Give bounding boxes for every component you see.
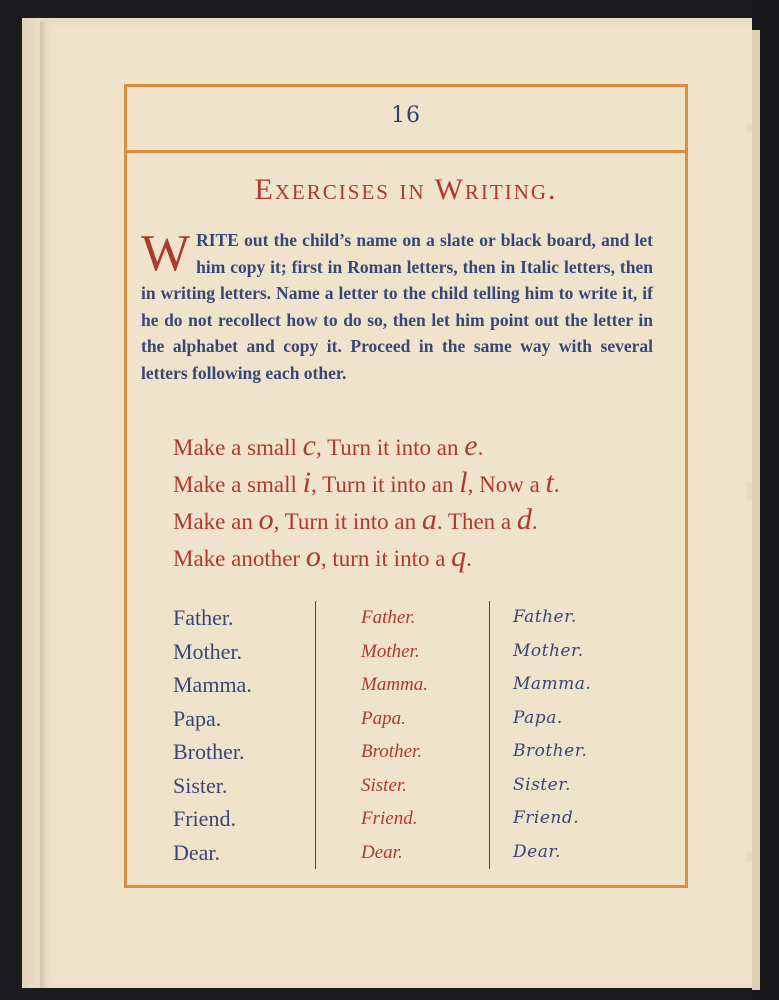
exercise-line: [173, 464, 673, 501]
script-letters-column: [513, 601, 663, 869]
roman-word: Brother.: [173, 739, 245, 764]
script-word: Papa.: [513, 707, 563, 728]
exercise-letter: t: [545, 466, 554, 499]
exercise-text: Make another: [173, 546, 306, 571]
italic-word: Dear.: [361, 841, 403, 863]
exercise-text: , Now a: [467, 472, 546, 497]
exercise-text: , Turn it into an: [315, 435, 465, 460]
exercise-letter: a: [421, 503, 437, 536]
exercise-text: , Turn it into an: [273, 509, 422, 534]
exercise-text: .: [466, 546, 472, 571]
exercise-letter: d: [516, 503, 532, 536]
script-word: Father.: [513, 607, 577, 627]
exercise-letter: o: [305, 540, 321, 573]
italic-word: Brother.: [361, 741, 423, 762]
column-divider: [489, 601, 490, 869]
exercise-text: , Turn it into an: [311, 472, 460, 497]
italic-word: Sister.: [361, 774, 407, 796]
binding-hole: [746, 852, 752, 862]
exercise-text: .: [553, 472, 560, 497]
italic-letters-column: [361, 601, 491, 869]
instruction-paragraph: [141, 227, 653, 386]
exercise-letter: q: [451, 540, 467, 573]
exercise-text: . Then a: [436, 509, 517, 534]
script-word: Brother.: [513, 741, 588, 761]
column-divider: [315, 601, 316, 869]
roman-letters-column: [173, 601, 303, 869]
header-rule: [127, 150, 685, 153]
drop-cap: W: [141, 225, 191, 282]
letter-exercises: [173, 427, 673, 575]
page-number: 16: [391, 103, 421, 128]
paragraph-text: RITE out the child’s name on a slate or black board, and let him copy it; first in Roman letters, then in Italic letters, then in writing letters. Name a letter to the child telling him to write it, if he do not recollect how to do so, then let him point out the letter in the alphabet and copy it. Proceed in the same way with several letters following each other.: [141, 230, 653, 383]
page-title: Exercises in Writing.: [254, 173, 558, 206]
script-word: Mother.: [513, 640, 584, 661]
exercise-letter: e: [464, 429, 478, 462]
roman-word: Father.: [173, 605, 234, 630]
exercise-text: Make a small: [173, 472, 303, 497]
exercise-text: Make an: [173, 509, 259, 534]
word-columns: [173, 601, 653, 871]
exercise-text: Make a small: [173, 435, 303, 460]
exercise-line: [173, 427, 673, 464]
binding-hole: [746, 482, 752, 500]
exercise-text: .: [477, 435, 484, 460]
roman-word: Mamma.: [173, 672, 252, 697]
exercise-letter: l: [459, 466, 468, 499]
roman-word: Dear.: [173, 839, 221, 865]
exercise-line: [173, 501, 673, 538]
script-word: Friend.: [513, 808, 580, 828]
italic-word: Papa.: [361, 707, 406, 729]
italic-word: Mamma.: [361, 674, 429, 695]
exercise-letter: o: [258, 503, 274, 536]
binding-hole: [746, 123, 752, 133]
script-word: Mamma.: [513, 674, 592, 694]
exercise-text: .: [531, 509, 538, 534]
opposite-page-edge: [752, 30, 760, 990]
roman-word: Mother.: [173, 638, 243, 664]
exercise-text: , turn it into a: [320, 546, 452, 571]
script-word: Dear.: [513, 841, 561, 862]
italic-word: Friend.: [361, 808, 418, 829]
script-word: Sister.: [513, 774, 571, 795]
exercise-line: [173, 538, 673, 575]
exercise-letter: i: [302, 466, 311, 499]
page-border-frame: [124, 84, 688, 888]
roman-word: Sister.: [173, 772, 228, 798]
italic-word: Father.: [361, 607, 416, 628]
roman-word: Friend.: [173, 806, 236, 831]
italic-word: Mother.: [361, 640, 420, 662]
roman-word: Papa.: [173, 705, 222, 731]
exercise-letter: c: [302, 429, 316, 462]
